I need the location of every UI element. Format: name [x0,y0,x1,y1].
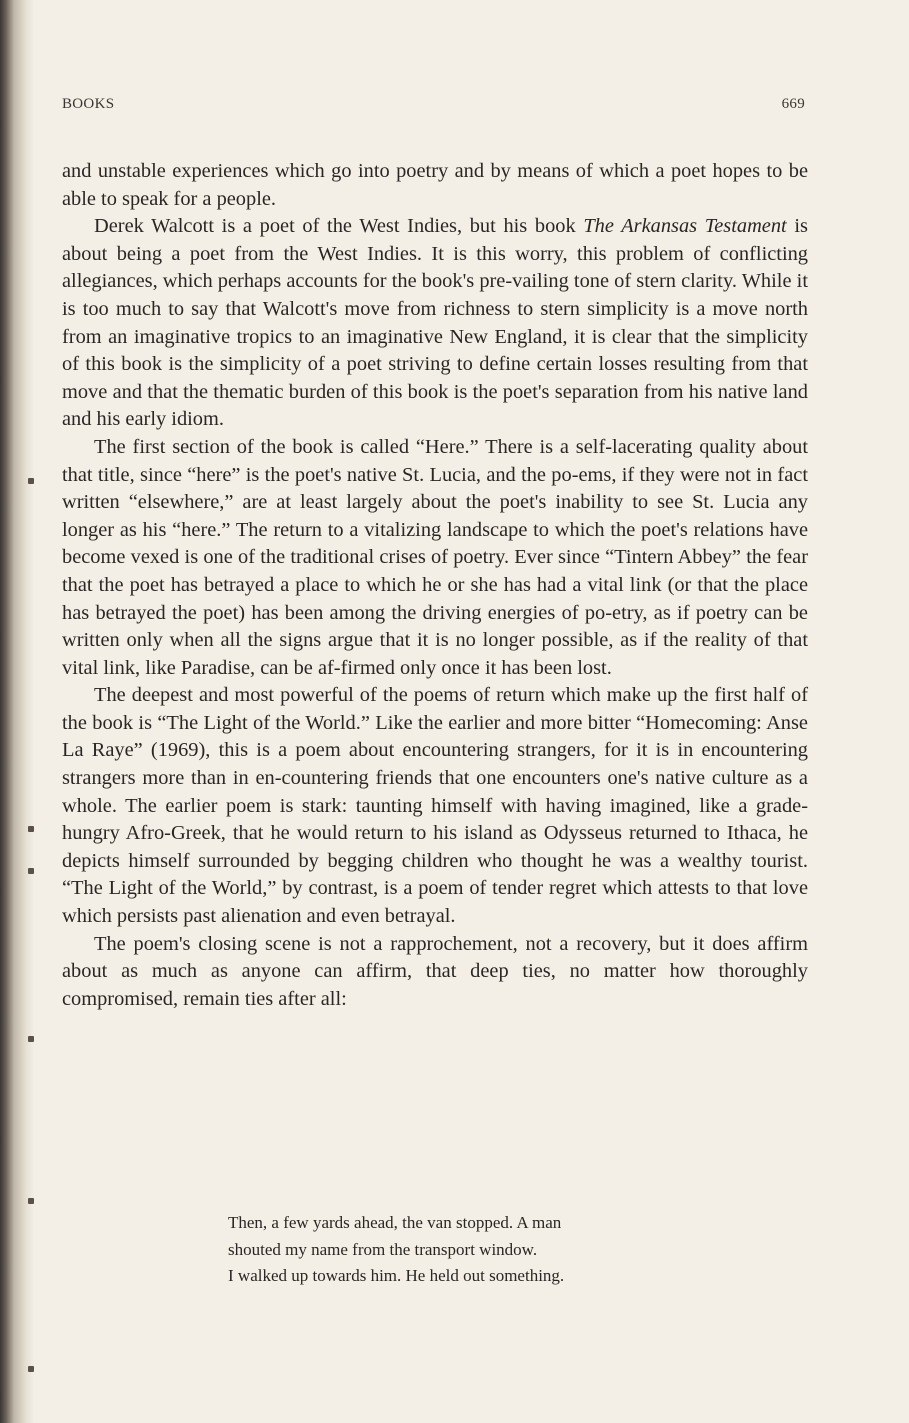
poem-quotation [228,1210,748,1290]
text-run: is about being a poet from the West Indies. It is this worry, this problem of conflicting allegiances, which perhaps accounts for the book's pre-vailing tone of stern clarity. While it is too much to say that Walcott's move from richness to stern simplicity is a move north from an imaginative tropics to an imaginative New England, it is clear that the simplicity of this book is the simplicity of a poet striving to define certain losses resulting from that move and that the thematic burden of this book is the poet's separation from his native land and his early idiom. [62,215,808,431]
spine-mark [28,478,34,484]
spine-mark [28,868,34,874]
section-title: BOOKS [62,96,115,112]
spine-mark [28,1036,34,1042]
poem-line: Then, a few yards ahead, the van stopped. A man [228,1213,562,1232]
page-number: 669 [781,96,805,112]
spine-mark [28,1198,34,1204]
paragraph: The first section of the book is called “Here.” There is a self-lacerating quality about that title, since “here” is the poet's native St. Lucia, and the po-ems, if they were not in fact written “elsewhere,” are at least largely about the poet's inability to see St. Lucia any longer as his “here.” The return to a vitalizing landscape to which the poet's relations have become vexed is one of the traditional crises of poetry. Ever since “Tintern Abbey” the fear that the poet has betrayed a place to which he or she has had a vital link (or that the place has betrayed the poet) has been among the driving energies of po-etry, as if poetry can be written only when all the signs argue that it is no longer possible, as if the reality of that vital link, like Paradise, can be af-firmed only once it has been lost. [62,435,808,679]
spine-mark [28,826,34,832]
poem-line: shouted my name from the transport window. [228,1239,538,1259]
running-head [62,96,805,113]
paragraph: The poem's closing scene is not a rapprochement, not a recovery, but it does affirm about as much as anyone can affirm, that deep ties, no matter how thoroughly compromised, remain ties after all: [62,932,808,1010]
text-run: Derek Walcott is a poet of the West Indies, but his book [94,215,584,238]
poem-line: I walked up towards him. He held out something. [228,1266,565,1285]
paragraph: The deepest and most powerful of the poems of return which make up the first half of the book is “The Light of the World.” Like the earlier and more bitter “Homecoming: Anse La Raye” (1969), this is a poem about encountering strangers, for it is in encountering strangers more than in en-countering friends that one encounters one's native culture as a whole. The earlier poem is stark: taunting himself with having imagined, like a grade-hungry Afro-Greek, that he would return to his island as Odysseus returned to Ithaca, he depicts himself surrounded by begging children who thought he was a wealthy tourist. “The Light of the World,” by contrast, is a poem of tender regret which attests to that love which persists past alienation and even betrayal. [62,684,808,928]
paragraph: and unstable experiences which go into poetry and by means of which a poet hopes to be able to speak for a people. [62,160,808,210]
spine-mark [28,1366,34,1372]
body-text [62,158,808,1013]
paragraph [62,213,808,434]
book-title: The Arkansas Testament [583,215,787,238]
book-spine-shadow [0,0,34,1423]
